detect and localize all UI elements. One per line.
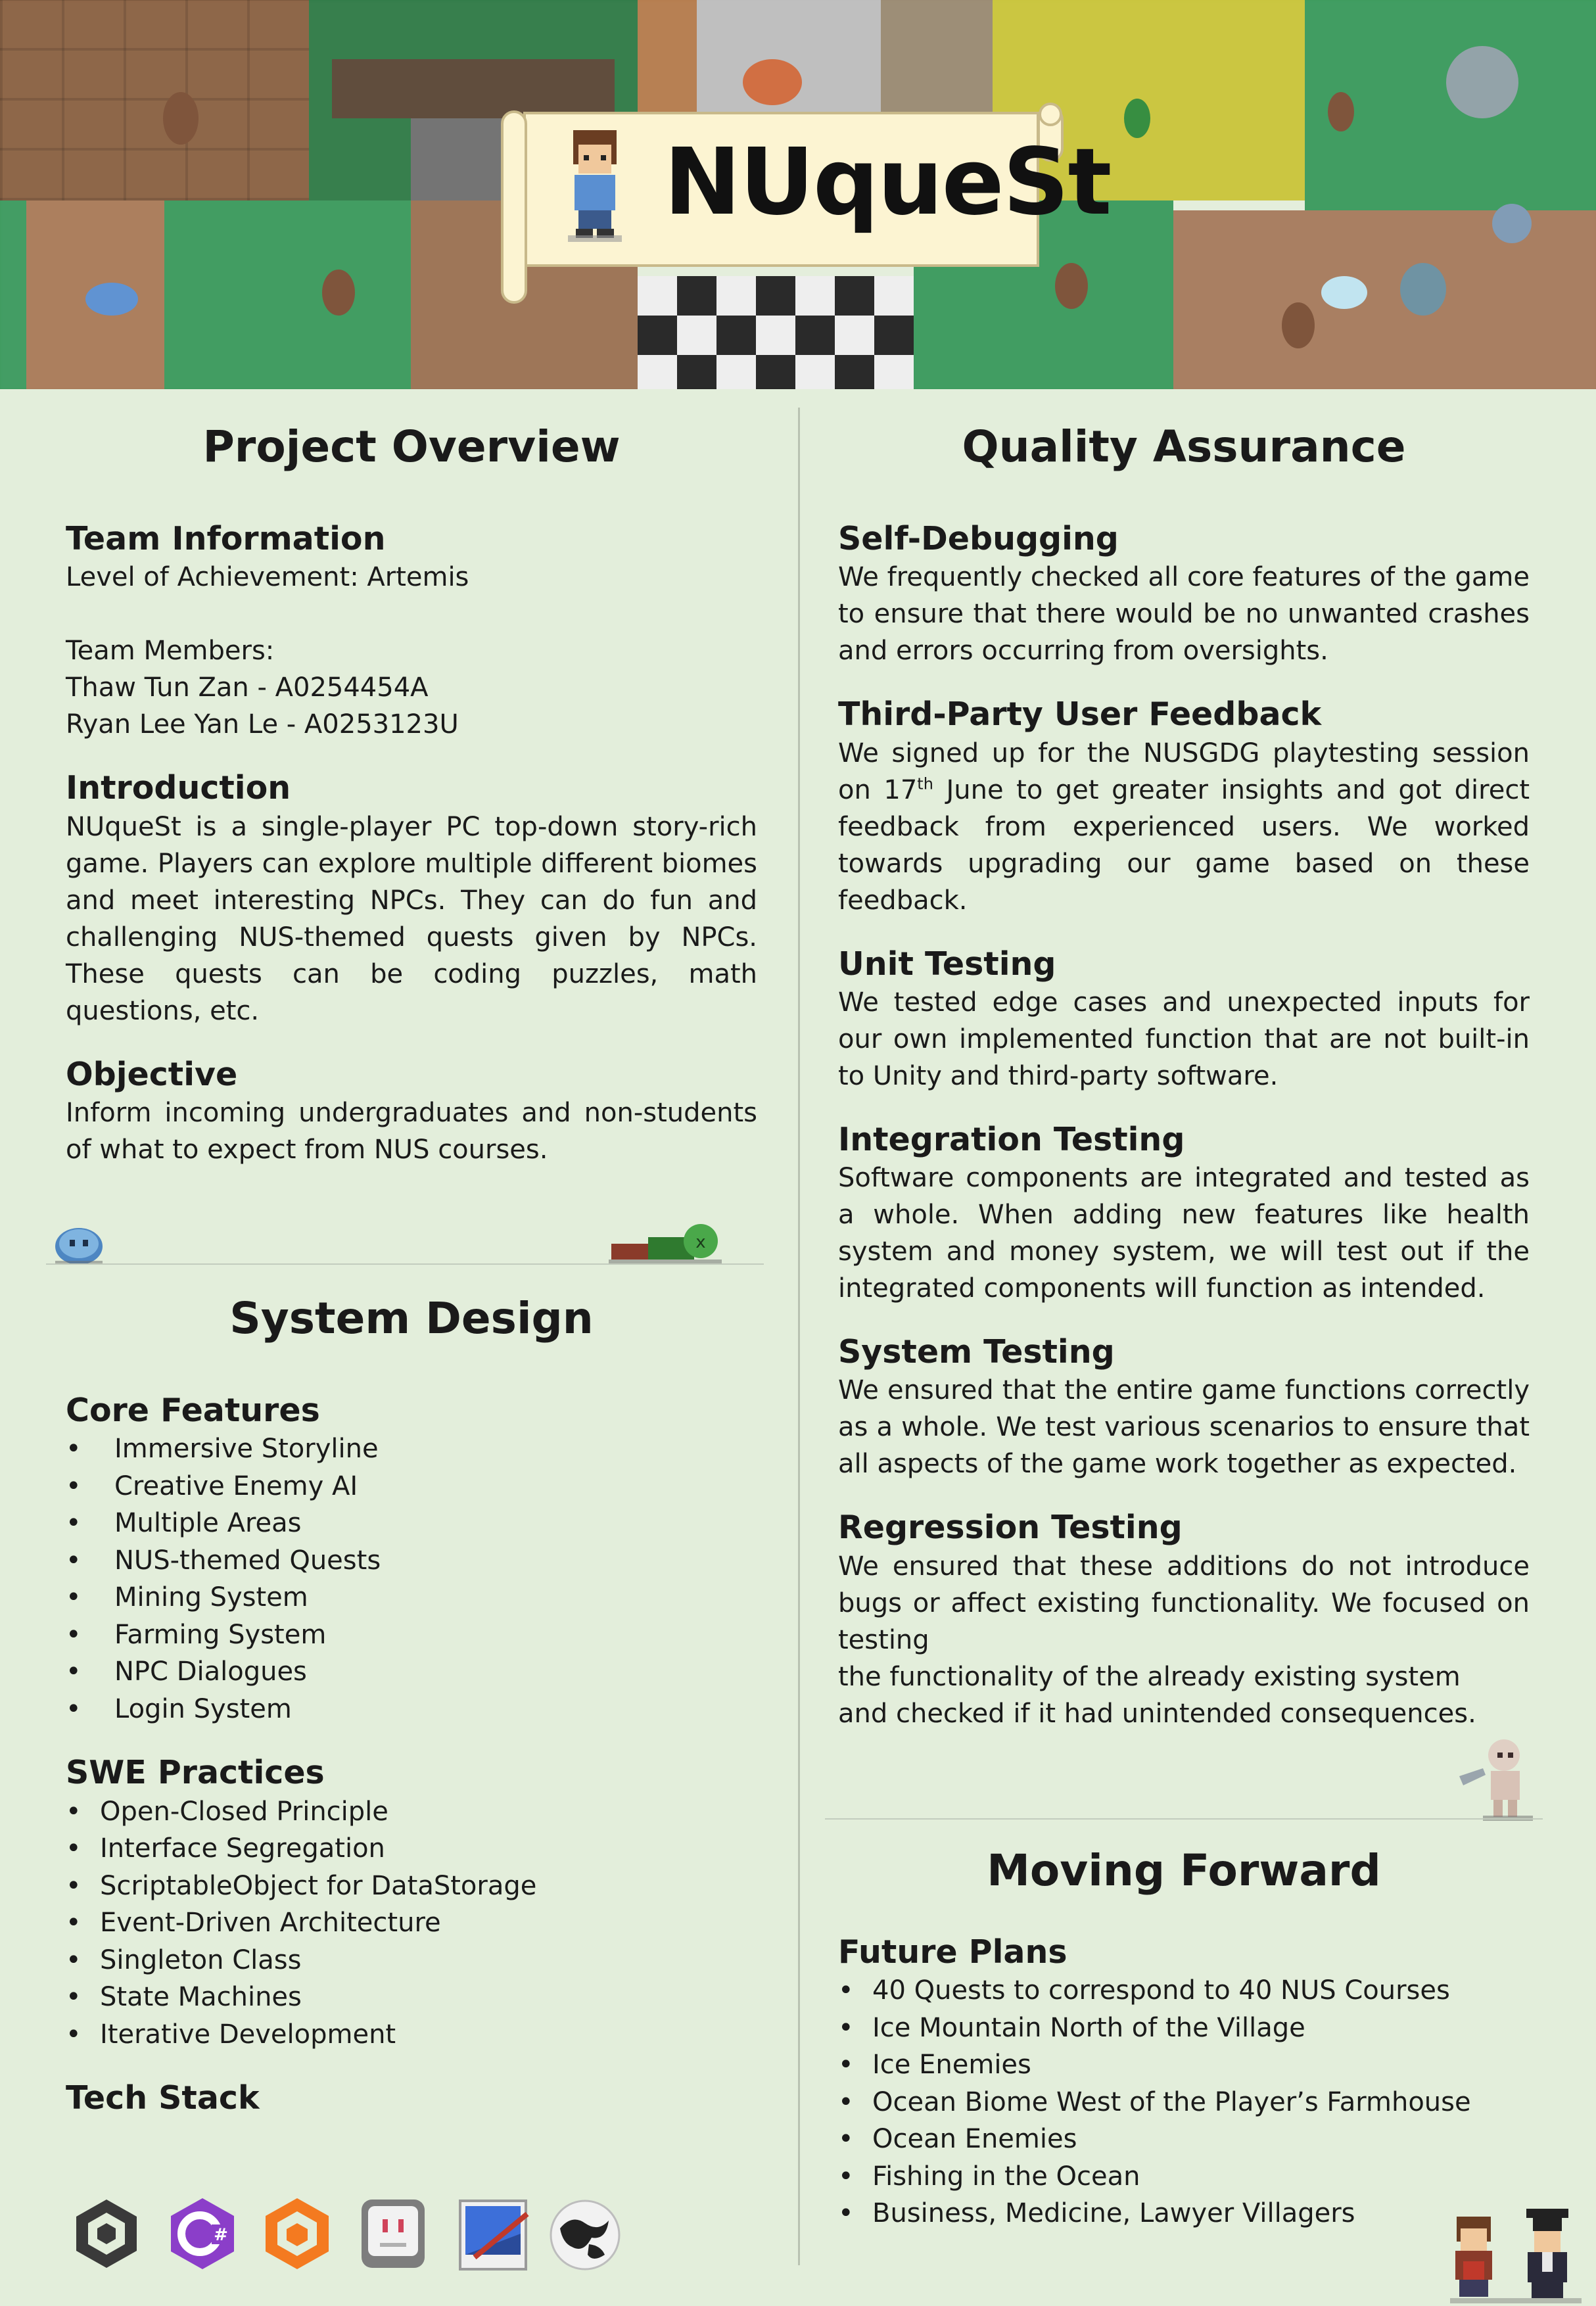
regression-testing-text: and checked if it had unintended consequences. bbox=[838, 1698, 1476, 1729]
subheading-unit-testing: Unit Testing bbox=[838, 945, 1056, 983]
subheading-self-debugging: Self-Debugging bbox=[838, 520, 1119, 558]
section-divider bbox=[46, 1263, 764, 1265]
subheading-regression-testing: Regression Testing bbox=[838, 1509, 1183, 1547]
moving-forward-section bbox=[838, 1845, 1530, 2232]
hero-character-icon bbox=[559, 125, 631, 243]
list-item: • ScriptableObject for DataStorage bbox=[66, 1868, 757, 1905]
team-member: Ryan Lee Yan Le - A0253123U bbox=[66, 709, 459, 740]
villagers-icon bbox=[1443, 2209, 1588, 2305]
subheading-objective: Objective bbox=[66, 1055, 238, 1093]
subheading-core-features: Core Features bbox=[66, 1392, 320, 1430]
list-item: • Farming System bbox=[66, 1616, 757, 1654]
list-item: • Open-Closed Principle bbox=[66, 1793, 757, 1831]
list-item: • Ocean Biome West of the Player’s Farmhouse bbox=[838, 2084, 1530, 2121]
right-column bbox=[838, 421, 1530, 1732]
swe-practices-list bbox=[66, 1793, 757, 2054]
list-item: • NUS-themed Quests bbox=[66, 1542, 757, 1580]
regression-testing-text: the functionality of the already existing system bbox=[838, 1661, 1461, 1692]
core-features-list bbox=[66, 1430, 757, 1728]
section-heading-project-overview: Project Overview bbox=[202, 421, 621, 472]
globe-icon bbox=[546, 2194, 624, 2273]
section-heading-moving-forward: Moving Forward bbox=[987, 1845, 1381, 1896]
subheading-team-information: Team Information bbox=[66, 520, 386, 558]
list-item: • Ice Mountain North of the Village bbox=[838, 2010, 1530, 2047]
list-item: • Event-Driven Architecture bbox=[66, 1904, 757, 1942]
team-member: Thaw Tun Zan - A0254454A bbox=[66, 672, 429, 703]
subheading-future-plans: Future Plans bbox=[838, 1933, 1068, 1971]
system-testing-text: We ensured that the entire game functions correctly as a whole. We test various scenarios to ensure that all aspects of the game work together as expected. bbox=[838, 1375, 1530, 1480]
subheading-tech-stack: Tech Stack bbox=[66, 2079, 260, 2117]
subheading-third-party-feedback: Third-Party User Feedback bbox=[838, 695, 1322, 734]
subheading-system-testing: System Testing bbox=[838, 1333, 1115, 1371]
section-heading-quality-assurance: Quality Assurance bbox=[962, 421, 1406, 472]
section-heading-system-design: System Design bbox=[229, 1293, 594, 1344]
bitbucket-icon bbox=[258, 2194, 337, 2273]
svg-text:#: # bbox=[214, 2225, 228, 2245]
aseprite-icon bbox=[354, 2194, 433, 2273]
introduction-text: NUqueSt is a single-player PC top-down story-rich game. Players can explore multiple different biomes and meet interesting NPCs. They can do fun and challenging NUS-themed quests given by NPCs. These quests can be coding puzzles, math questions, etc. bbox=[66, 811, 757, 1026]
list-item: • Ice Enemies bbox=[838, 2046, 1530, 2084]
paint-icon bbox=[455, 2194, 534, 2273]
unity-icon bbox=[67, 2194, 146, 2273]
list-item: • Interface Segregation bbox=[66, 1830, 757, 1868]
subheading-introduction: Introduction bbox=[66, 769, 291, 807]
title-scroll bbox=[500, 105, 1111, 277]
blue-slime-icon bbox=[51, 1220, 106, 1266]
list-item: • Multiple Areas bbox=[66, 1505, 757, 1542]
objective-text: Inform incoming undergraduates and non-students of what to expect from NUS courses. bbox=[66, 1097, 757, 1165]
list-item: • Login System bbox=[66, 1691, 757, 1728]
unit-testing-text: We tested edge cases and unexpected inputs for our own implemented function that are not built-in to Unity and third-party software. bbox=[838, 987, 1530, 1091]
subheading-integration-testing: Integration Testing bbox=[838, 1120, 1185, 1158]
regression-testing-text: We ensured that these additions do not introduce bugs or affect existing functionality. We focused on testing bbox=[838, 1551, 1530, 1655]
list-item: • 40 Quests to correspond to 40 NUS Courses bbox=[838, 1972, 1530, 2010]
team-members-label: Team Members: bbox=[66, 636, 275, 667]
list-item: • Ocean Enemies bbox=[838, 2121, 1530, 2158]
integration-testing-text: Software components are integrated and tested as a whole. When adding new features like health system and money system, we will test out if the integrated components will function as intended. bbox=[838, 1163, 1530, 1304]
left-column bbox=[66, 421, 757, 1168]
list-item: • Singleton Class bbox=[66, 1942, 757, 1979]
feedback-text-part: We signed up for the NUSGDG playtesting session on 17 bbox=[838, 738, 1530, 805]
fallen-zombie-icon bbox=[609, 1220, 722, 1266]
svg-text:x: x bbox=[695, 1233, 706, 1252]
skeleton-enemy-icon bbox=[1457, 1735, 1538, 1822]
date-suffix: th bbox=[917, 774, 933, 793]
list-item: • State Machines bbox=[66, 1979, 757, 2016]
feedback-text-part: June to get greater insights and got direct feedback from experienced users. We worked towards upgrading our game based on these feedback. bbox=[838, 774, 1530, 916]
list-item: • Business, Medicine, Lawyer Villagers bbox=[838, 2195, 1530, 2232]
csharp-icon bbox=[163, 2194, 242, 2273]
poster-title: NUqueSt bbox=[664, 129, 1111, 236]
section-divider bbox=[825, 1818, 1543, 1820]
header-banner bbox=[0, 0, 1596, 389]
system-design-section bbox=[66, 1292, 757, 2118]
list-item: • Iterative Development bbox=[66, 2016, 757, 2054]
third-party-feedback-text bbox=[838, 735, 1530, 919]
subheading-swe-practices: SWE Practices bbox=[66, 1754, 325, 1792]
list-item: • NPC Dialogues bbox=[66, 1653, 757, 1691]
achievement-text: Level of Achievement: Artemis bbox=[66, 562, 469, 593]
list-item: • Creative Enemy AI bbox=[66, 1468, 757, 1505]
list-item: • Immersive Storyline bbox=[66, 1430, 757, 1468]
column-divider bbox=[798, 408, 800, 2265]
future-plans-list bbox=[838, 1972, 1530, 2232]
list-item: • Mining System bbox=[66, 1579, 757, 1616]
self-debugging-text: We frequently checked all core features of the game to ensure that there would be no unwanted crashes and errors occurring from oversights. bbox=[838, 562, 1530, 667]
list-item: • Fishing in the Ocean bbox=[838, 2158, 1530, 2196]
scroll-roll-left bbox=[500, 105, 528, 309]
